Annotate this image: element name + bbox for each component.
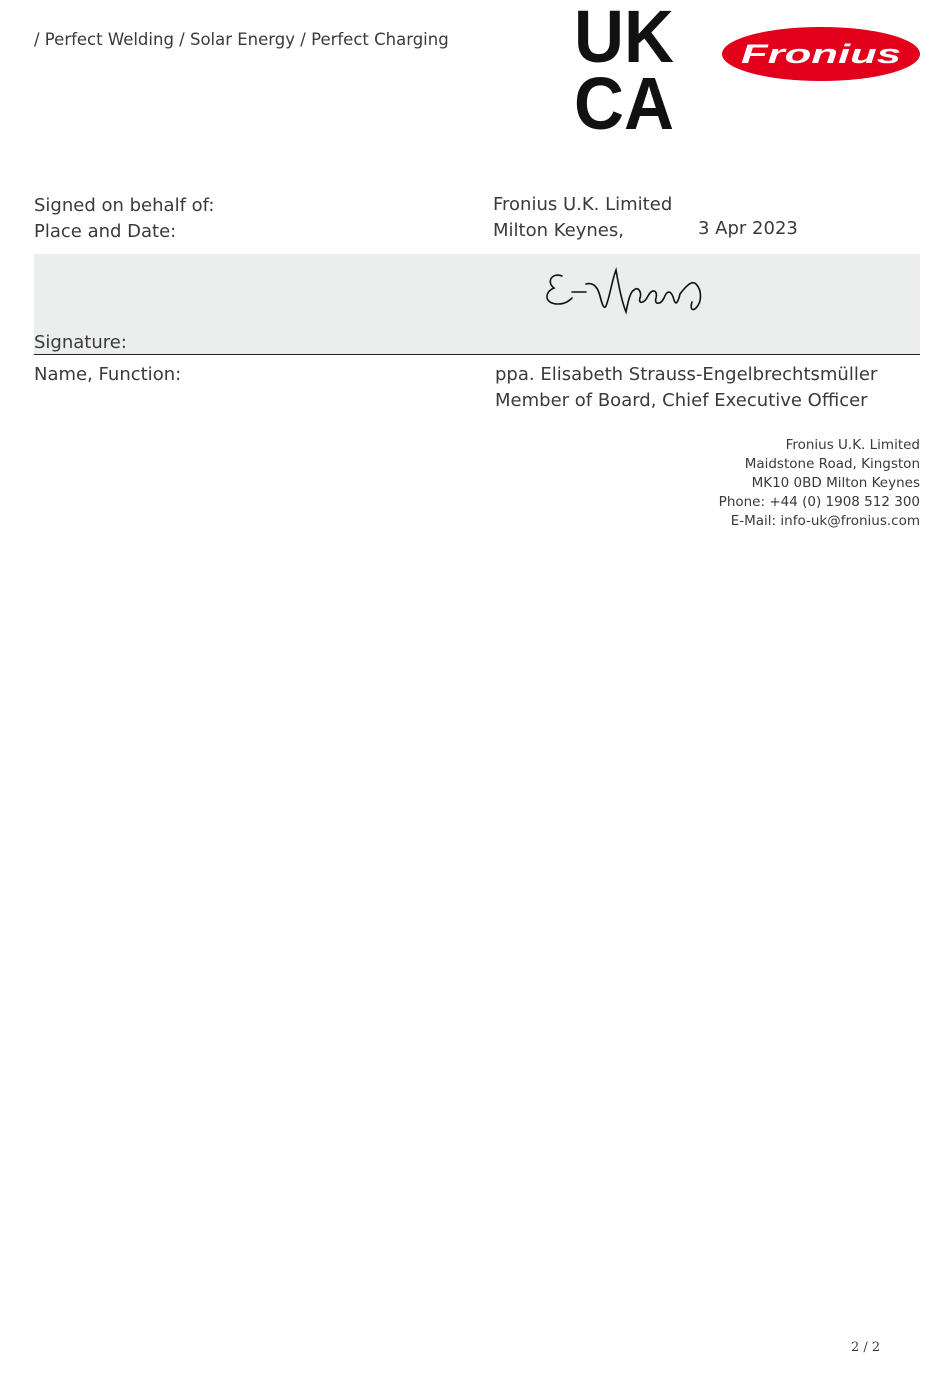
fronius-logo-text: Fronius	[741, 39, 901, 69]
ukca-mark-line2: CA	[574, 62, 674, 134]
signatory-function: Member of Board, Chief Executive Officer	[495, 390, 868, 411]
signatory-name: ppa. Elisabeth Strauss-Engelbrechtsmüller	[495, 364, 878, 385]
signed-on-behalf-value: Fronius U.K. Limited	[493, 194, 673, 215]
date-value: 3 Apr 2023	[698, 218, 798, 239]
address-street: Maidstone Road, Kingston	[744, 456, 920, 472]
ukca-mark-line1: UK	[574, 2, 674, 78]
header-tagline: / Perfect Welding / Solar Energy / Perfect Charging	[34, 30, 449, 49]
address-phone: Phone: +44 (0) 1908 512 300	[718, 494, 920, 510]
name-function-label: Name, Function:	[34, 364, 182, 385]
page-number: 2 / 2	[851, 1340, 881, 1355]
handwritten-signature	[540, 262, 715, 320]
place-date-label: Place and Date:	[34, 221, 177, 242]
address-city: MK10 0BD Milton Keynes	[751, 475, 920, 491]
signature-label: Signature:	[34, 332, 127, 353]
ukca-mark	[570, 2, 680, 134]
place-value: Milton Keynes,	[493, 220, 624, 241]
signature-band	[34, 254, 920, 355]
address-company: Fronius U.K. Limited	[785, 437, 920, 453]
signed-on-behalf-label: Signed on behalf of:	[34, 195, 215, 216]
company-address	[719, 436, 920, 531]
fronius-logo	[720, 24, 922, 84]
address-email: E-Mail: info-uk@fronius.com	[730, 513, 920, 529]
